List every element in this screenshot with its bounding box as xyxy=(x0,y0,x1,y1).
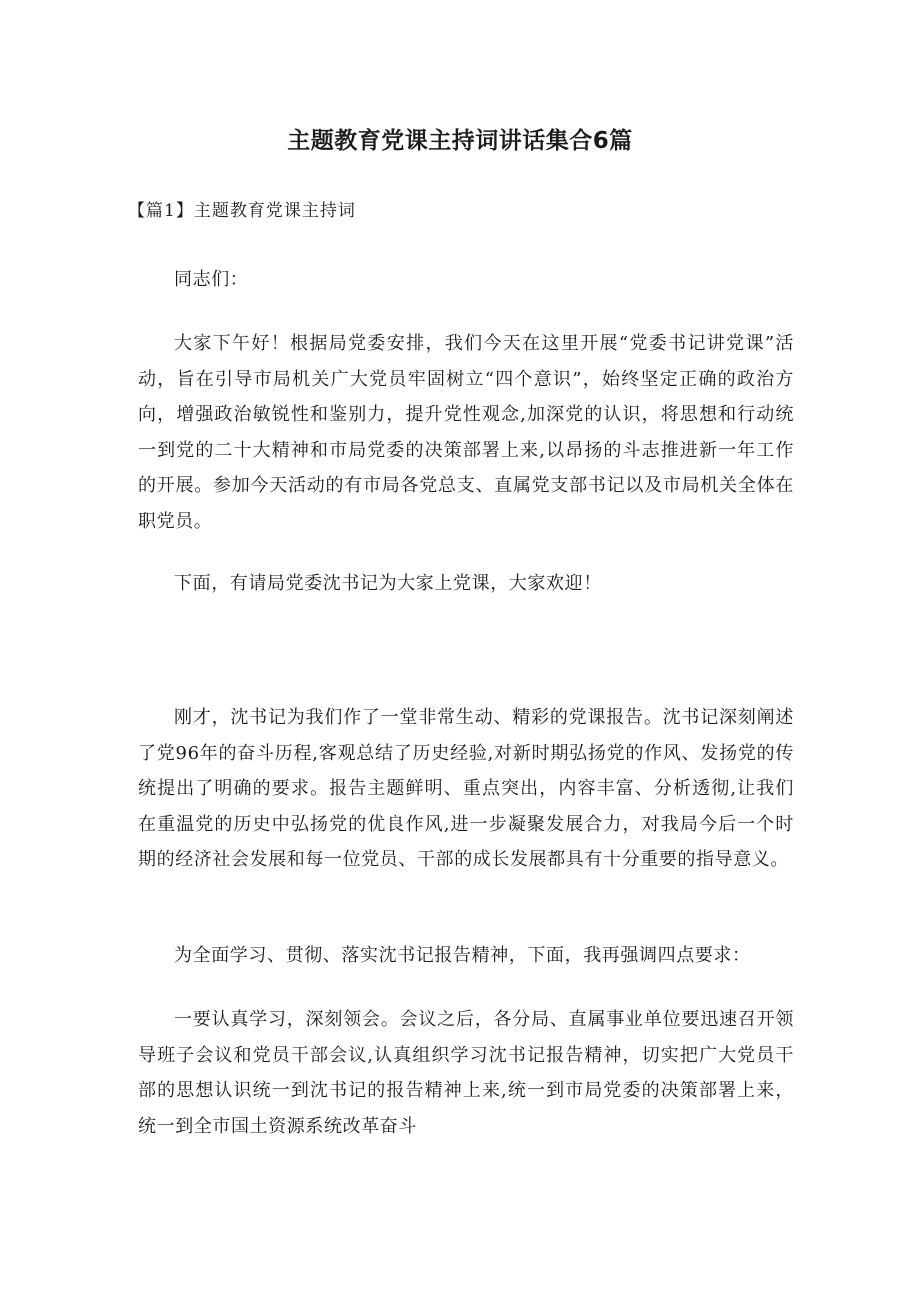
paragraph-invite: 下面，有请局党委沈书记为大家上党课，大家欢迎！ xyxy=(174,573,602,594)
document-title: 主题教育党课主持词讲话集合6篇 xyxy=(287,128,633,154)
paragraph-greeting: 同志们： xyxy=(174,269,249,290)
paragraph-opening: 大家下午好！根据局党委安排，我们今天在这里开展“党委书记讲党课”活动，旨在引导市局机关广大党员牢固树立“四个意识”，始终坚定正确的政治方向，增强政治敏锐性和鉴别力，提升党性观念,加深党的认识，将思想和行动统一到党的二十大精神和市局党委的决策部署上来,以昂扬的斗志推进新一年工作的开展。参加今天活动的有市局各党总支、直属党支部书记以及市局机关全体在职党员。 xyxy=(138,333,794,532)
paragraph-transition: 为全面学习、贯彻、落实沈书记报告精神，下面，我再强调四点要求： xyxy=(174,945,751,966)
section-heading: 【篇1】主题教育党课主持词 xyxy=(128,201,356,221)
paragraph-thanks: 刚才，沈书记为我们作了一堂非常生动、精彩的党课报告。沈书记深刻阐述了党96年的奋斗历程,客观总结了历史经验,对新时期弘扬党的作风、发扬党的传统提出了明确的要求。报告主题鲜明、重点突出，内容丰富、分析透彻,让我们在重温党的历史中弘扬党的优良作风,进一步凝聚发展合力，对我局今后一个时期的经济社会发展和每一位党员、干部的成长发展都具有十分重要的指导意义。 xyxy=(138,707,794,870)
paragraph-requirement-1: 一要认真学习，深刻领会。会议之后，各分局、直属事业单位要迅速召开领导班子会议和党员干部会议,认真组织学习沈书记报告精神，切实把广大党员干部的思想认识统一到沈书记的报告精神上来,统一到市局党委的决策部署上来，统一到全市国土资源系统改革奋斗 xyxy=(138,1009,794,1137)
